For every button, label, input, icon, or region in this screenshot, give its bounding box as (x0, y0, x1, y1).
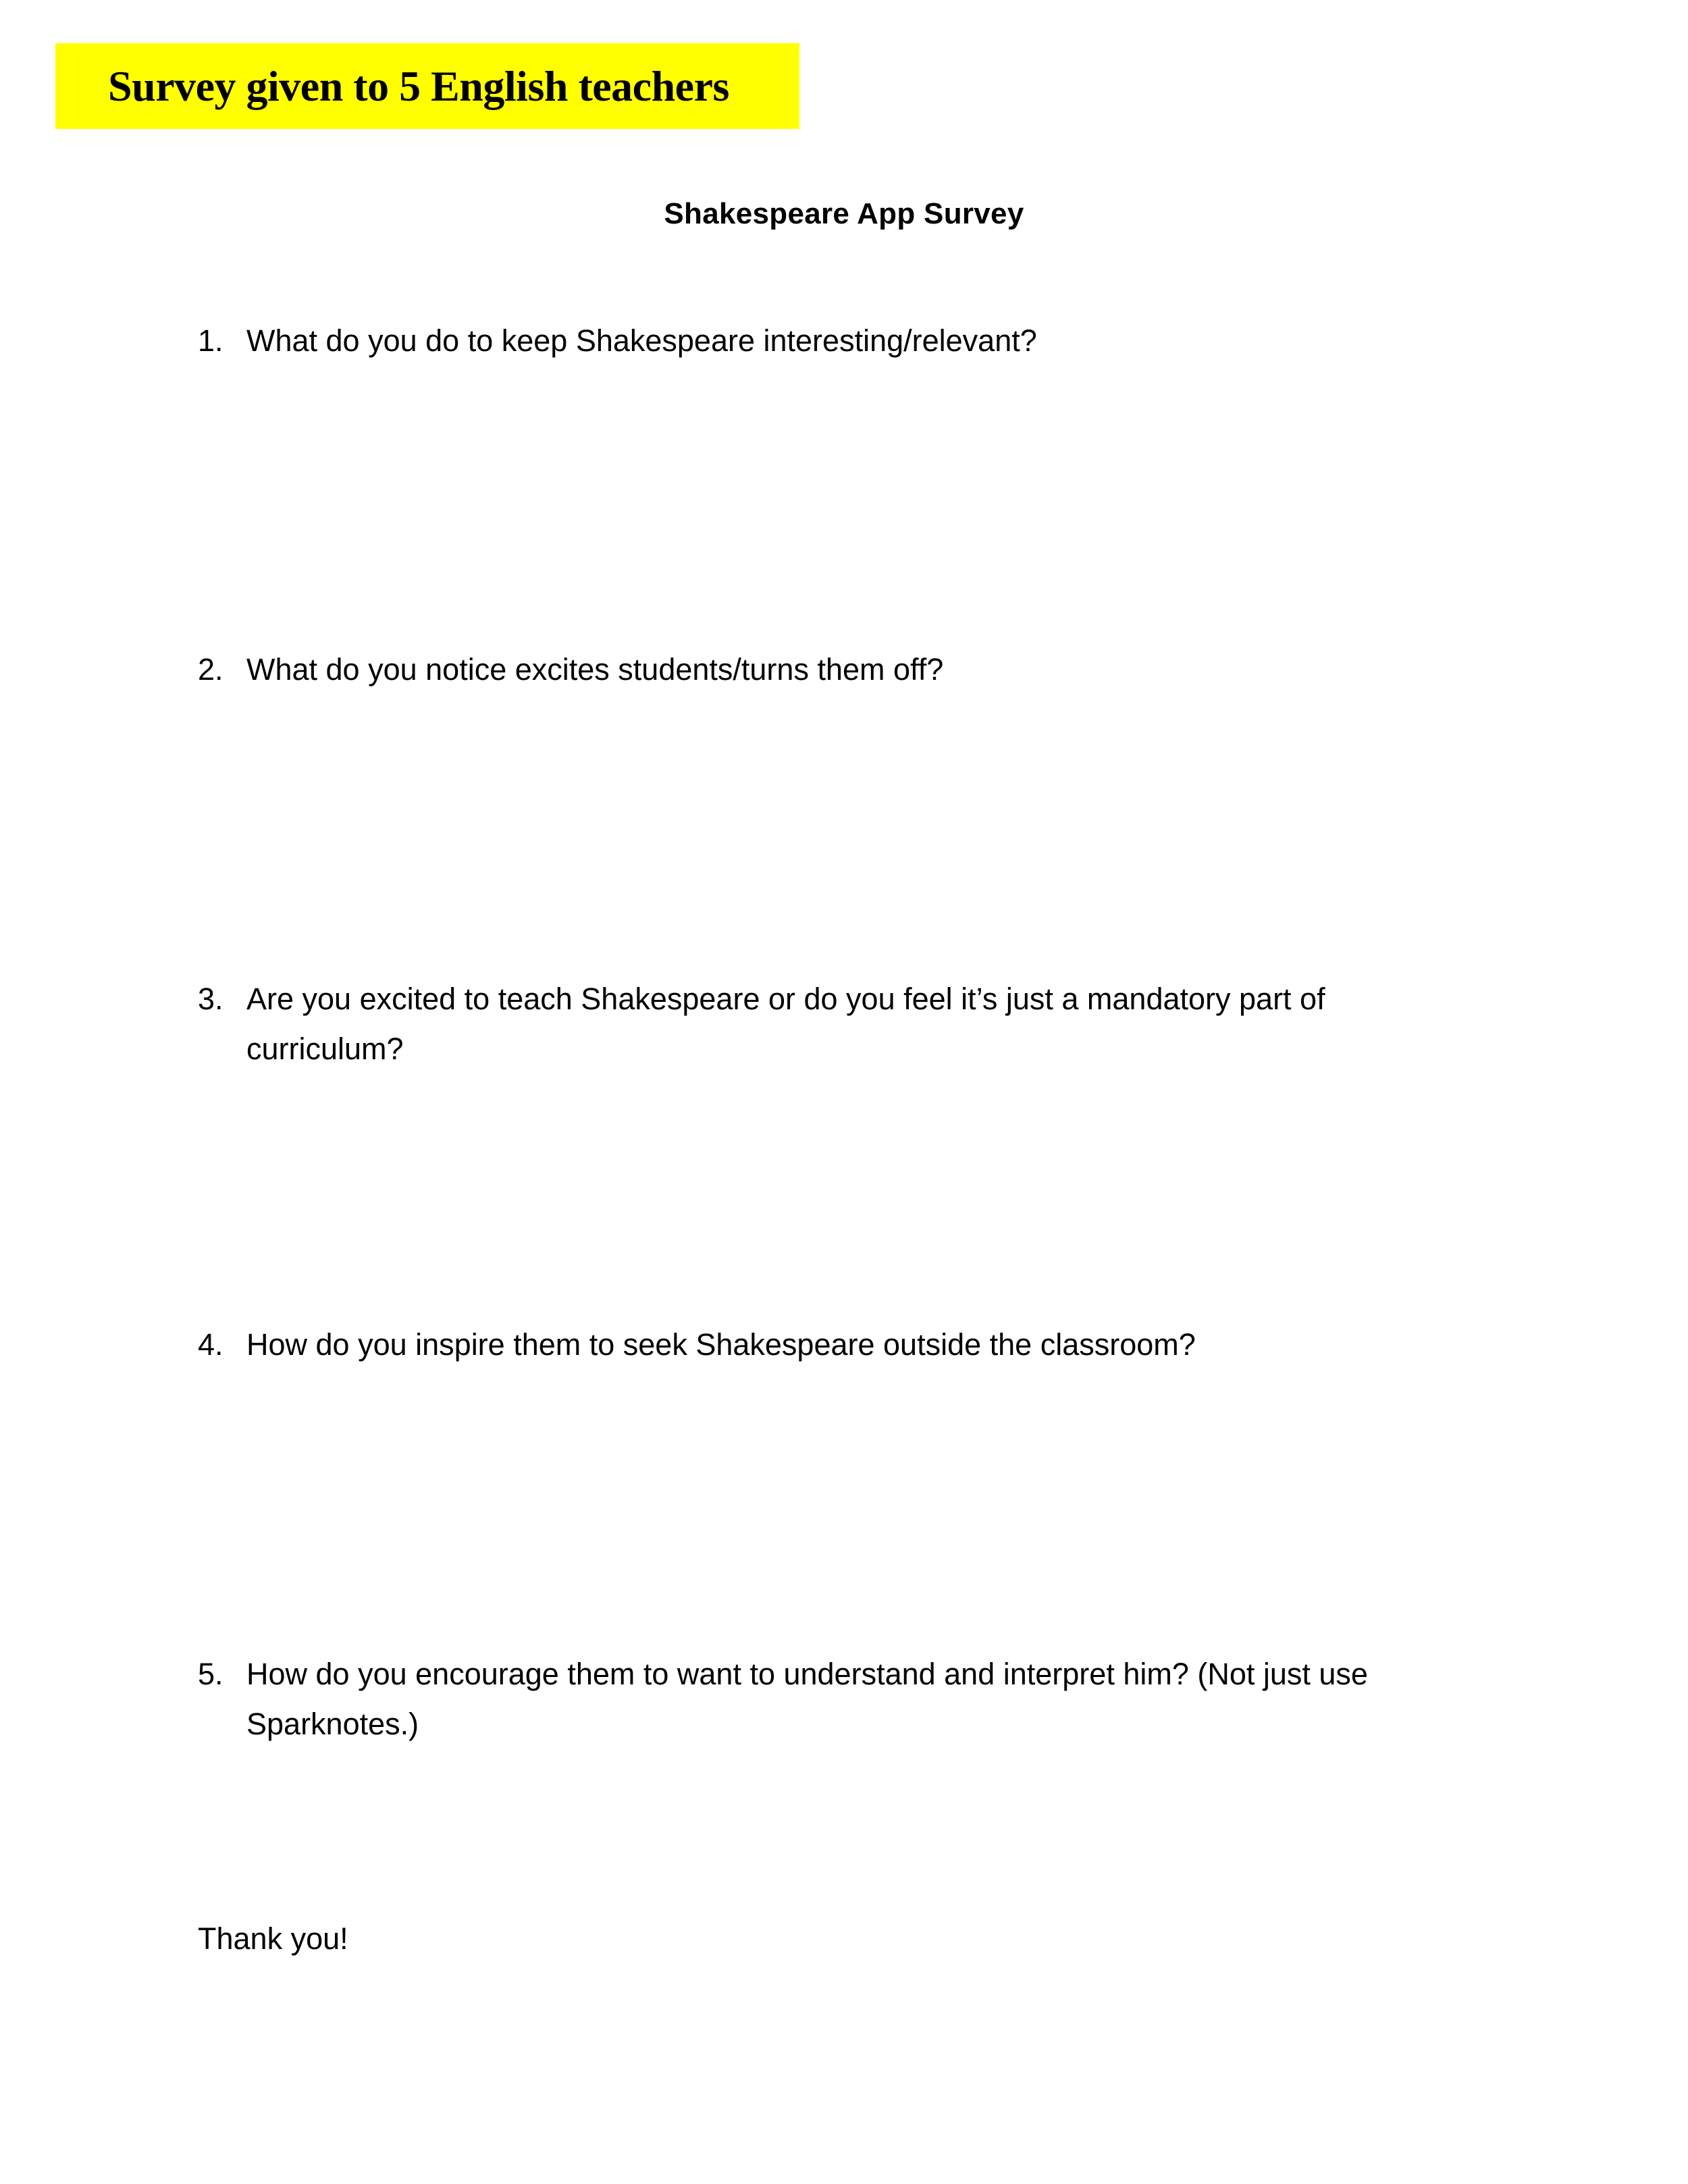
banner-text: Survey given to 5 English teachers (108, 61, 729, 110)
question-item (198, 1649, 1379, 1749)
question-text: What do you do to keep Shakespeare interesting/relevant? (246, 323, 1037, 358)
highlight-banner (55, 43, 799, 129)
question-text: What do you notice excites students/turns them off? (246, 652, 944, 687)
question-number: 1. (198, 323, 223, 358)
question-text: Are you excited to teach Shakespeare or do you feel it’s just a mandatory part of curriculum? (246, 982, 1325, 1066)
question-text: How do you encourage them to want to understand and interpret him? (Not just use Sparknotes.) (246, 1657, 1368, 1741)
question-number: 5. (198, 1657, 223, 1691)
question-item (198, 974, 1379, 1074)
question-number: 3. (198, 982, 223, 1016)
question-text: How do you inspire them to seek Shakespeare outside the classroom? (246, 1327, 1196, 1362)
closing-text: Thank you! (198, 1921, 348, 1956)
question-item (198, 645, 1379, 695)
document-title: Shakespeare App Survey (664, 197, 1024, 230)
question-item (198, 316, 1379, 366)
question-number: 4. (198, 1327, 223, 1362)
question-item (198, 1320, 1379, 1370)
question-number: 2. (198, 652, 223, 687)
